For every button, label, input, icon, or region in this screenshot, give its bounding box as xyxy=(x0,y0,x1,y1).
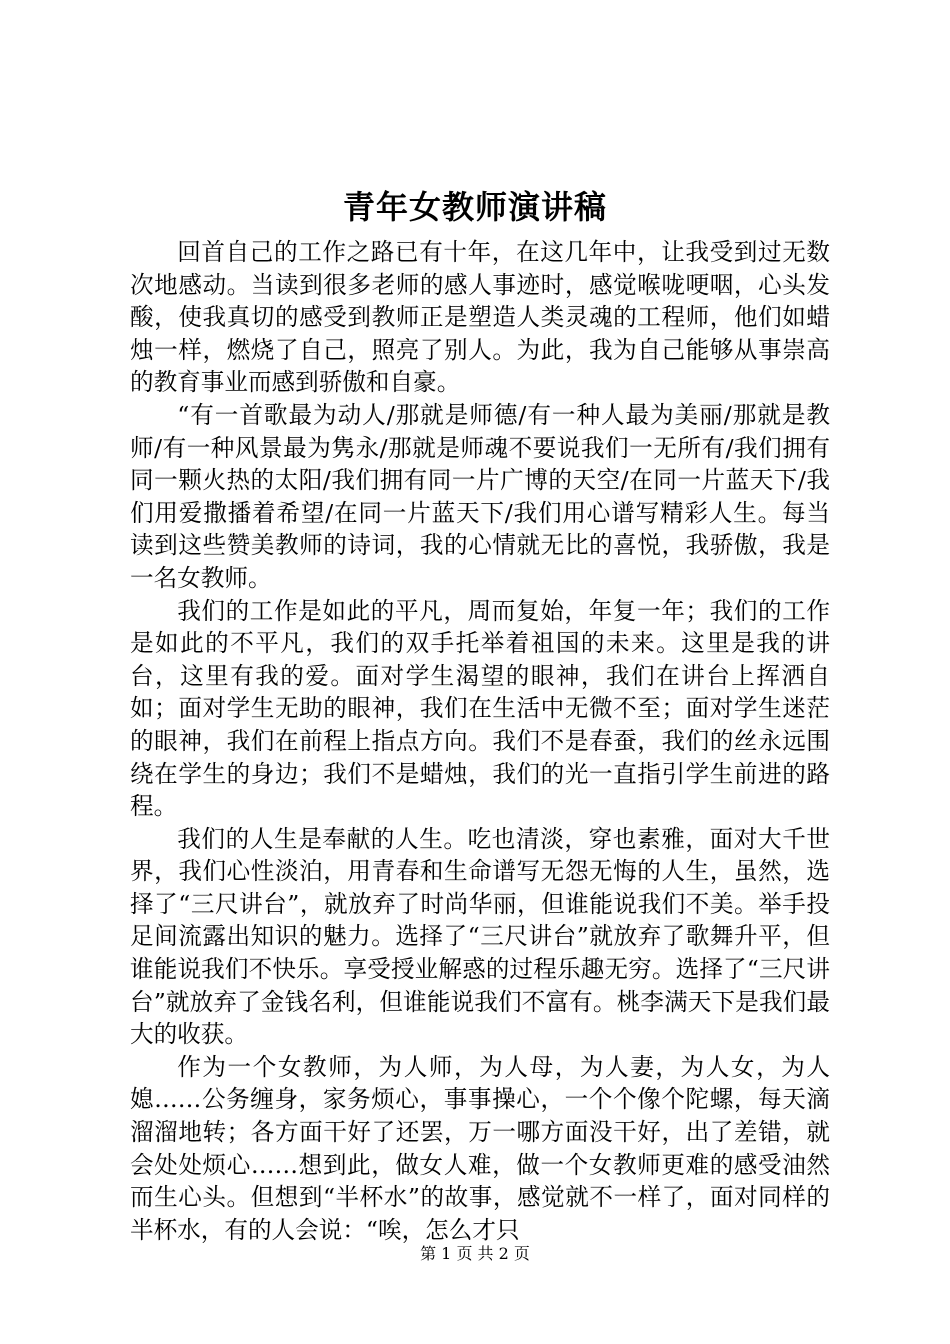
paragraph-2: “有一首歌最为动人/那就是师德/有一种人最为美丽/那就是教师/有一种风景最为隽永/那就是师魂不要说我们一无所有/我们拥有同一颗火热的太阳/我们拥有同一片广博的天空/在同一片蓝天下/我们用爱撒播着希望/在同一片蓝天下/我们用心谱写精彩人生。每当读到这些赞美教师的诗词，我的心情就无比的喜悦，我骄傲，我是一名女教师。 xyxy=(130,400,830,592)
paragraph-3: 我们的工作是如此的平凡，周而复始，年复一年；我们的工作是如此的不平凡，我们的双手托举着祖国的未来。这里是我的讲台，这里有我的爱。面对学生渴望的眼神，我们在讲台上挥洒自如；面对学生无助的眼神，我们在生活中无微不至；面对学生迷茫的眼神，我们在前程上指点方向。我们不是春蚕，我们的丝永远围绕在学生的身边；我们不是蜡烛，我们的光一直指引学生前进的路程。 xyxy=(130,596,830,821)
paragraph-1: 回首自己的工作之路已有十年，在这几年中，让我受到过无数次地感动。当读到很多老师的感人事迹时，感觉喉咙哽咽，心头发酸，使我真切的感受到教师正是塑造人类灵魂的工程师，他们如蜡烛一样，燃烧了自己，照亮了别人。为此，我为自己能够从事崇高的教育事业而感到骄傲和自豪。 xyxy=(130,238,830,397)
document-title: 青年女教师演讲稿 xyxy=(342,188,607,226)
document-body xyxy=(130,236,830,1246)
page-number-footer: 第 1 页 共 2 页 xyxy=(420,1244,530,1263)
paragraph-4: 我们的人生是奉献的人生。吃也清淡，穿也素雅，面对大千世界，我们心性淡泊，用青春和生命谱写无怨无悔的人生，虽然，选择了“三尺讲台”，就放弃了时尚华丽，但谁能说我们不美。举手投足间流露出知识的魅力。选择了“三尺讲台”就放弃了歌舞升平，但谁能说我们不快乐。享受授业解惑的过程乐趣无穷。选择了“三尺讲台”就放弃了金钱名利，但谁能说我们不富有。桃李满天下是我们最大的收获。 xyxy=(130,824,830,1049)
paragraph-5: 作为一个女教师，为人师，为人母，为人妻，为人女，为人媳……公务缠身，家务烦心，事事操心，一个个像个陀螺，每天滴溜溜地转；各方面干好了还罢，万一哪方面没干好，出了差错，就会处处烦心……想到此，做女人难，做一个女教师更难的感受油然而生心头。但想到“半杯水”的故事，感觉就不一样了，面对同样的半杯水，有的人会说：“唉，怎么才只 xyxy=(130,1052,830,1244)
